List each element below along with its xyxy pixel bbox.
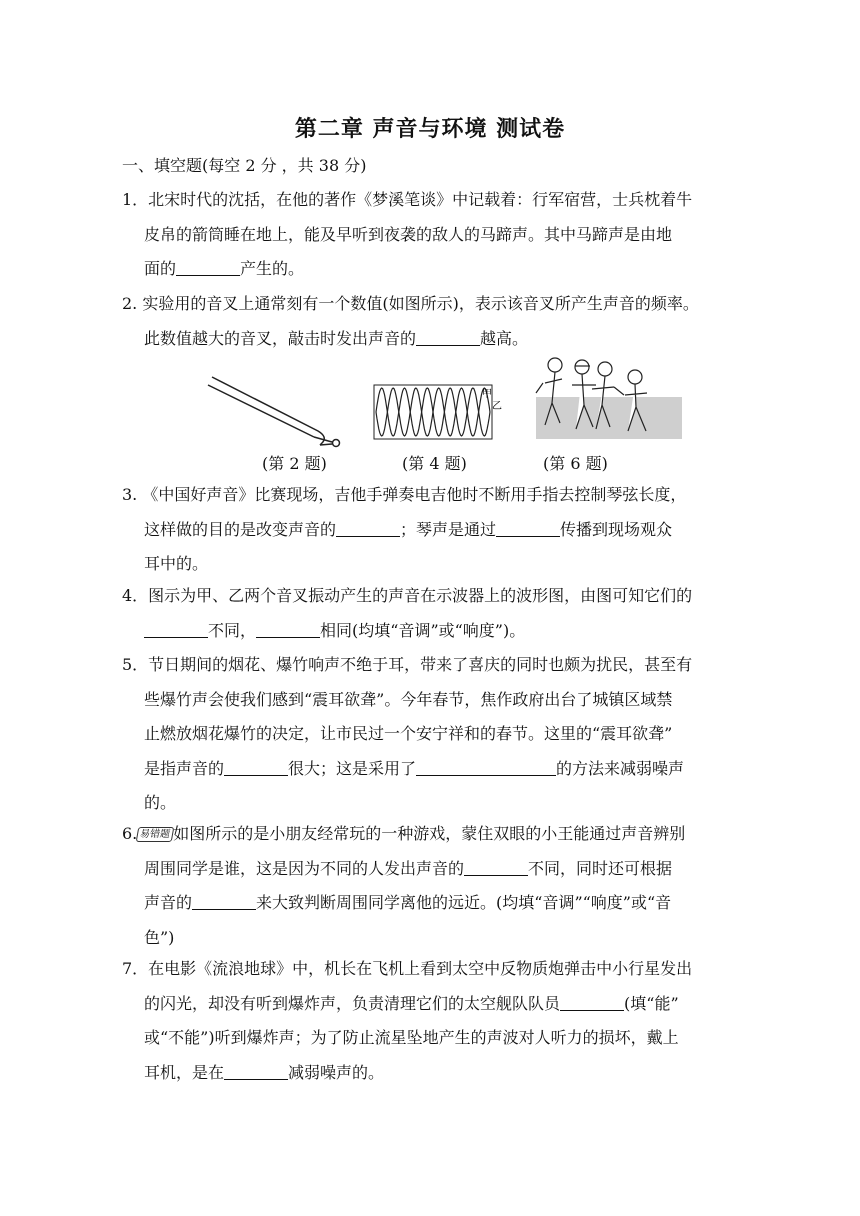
q1-text: 产生的。	[240, 259, 305, 278]
wave-label-jia: 甲	[482, 389, 492, 400]
q5-line-5: 的。	[144, 793, 177, 812]
q6-line-4: 色”)	[144, 927, 175, 947]
q2-line-1: 2. 实验用的音叉上通常刻有一个数值(如图所示)，表示该音叉所产生声音的频率。	[122, 294, 699, 313]
answer-blank[interactable]	[496, 518, 560, 537]
q7-text: (填“能”	[624, 993, 679, 1013]
q1-line-2: 皮帛的箭筒睡在地上，能及早听到夜袭的敌人的马蹄声。其中马蹄声是由地	[144, 224, 673, 244]
q6-text: 不同，同时还可根据	[528, 858, 673, 878]
q6-text: 来大致判断周围同学离他的远近。(均填“音调”“响度”或“音	[256, 893, 672, 912]
q5-text: 很大；这是采用了	[288, 758, 417, 778]
page-title: 第二章 声音与环境 测试卷	[294, 117, 566, 142]
q3-text: 这样做的目的是改变声音的	[144, 519, 337, 539]
q1-text: 面的	[144, 259, 177, 278]
q6-text: 周围同学是谁，这是因为不同的人发出声音的	[144, 858, 465, 878]
section-heading: 一、填空题(每空 2 分 ，共 38 分)	[122, 156, 367, 175]
answer-blank[interactable]	[224, 757, 288, 776]
q4-text: 不同，	[208, 620, 257, 640]
error-prone-badge: 易错题	[136, 827, 175, 842]
answer-blank[interactable]	[336, 518, 400, 537]
q4-line-2	[122, 614, 742, 649]
q3-text: 传播到现场观众	[560, 519, 673, 539]
answer-blank[interactable]	[176, 257, 240, 276]
q6-text: 如图所示的是小朋友经常玩的一种游戏，蒙住双眼的小王能通过声音辨别	[173, 824, 686, 843]
q6-line-3	[122, 886, 742, 921]
figure-caption-4: (第 4 题)	[402, 454, 467, 473]
answer-blank[interactable]	[416, 757, 556, 776]
tuning-fork-figure	[208, 377, 340, 447]
q7-line-2	[122, 987, 742, 1022]
q6-line-1	[122, 817, 742, 852]
q7-line-3: 或“不能”)听到爆炸声；为了防止流星坠地产生的声波对人听力的损坏，戴上	[144, 1028, 679, 1047]
q4-line-1: 4．图示为甲、乙两个音叉振动产生的声音在示波器上的波形图，由图可知它们的	[122, 586, 693, 605]
question-3	[122, 478, 742, 582]
q3-text: ；琴声是通过	[400, 519, 497, 539]
q7-line-4	[122, 1056, 742, 1091]
answer-blank[interactable]	[416, 327, 480, 346]
oscilloscope-waveform-figure	[374, 385, 502, 439]
children-game-figure	[536, 358, 682, 439]
q1-line-3	[122, 252, 742, 287]
q5-line-2: 些爆竹声会使我们感到“震耳欲聋”。今年春节，焦作政府出台了城镇区域禁	[144, 689, 673, 709]
q5-line-1: 5．节日期间的烟花、爆竹响声不绝于耳，带来了喜庆的同时也颇为扰民，甚至有	[122, 655, 693, 674]
q2-text: 越高。	[480, 328, 529, 348]
question-1	[122, 183, 742, 287]
q3-line-2	[122, 513, 742, 548]
answer-blank[interactable]	[192, 891, 256, 910]
q2-text: 此数值越大的音叉，敲击时发出声音的	[144, 328, 417, 348]
q7-text: 的闪光，却没有听到爆炸声，负责清理它们的太空舰队队员	[144, 993, 561, 1013]
q5-line-3: 止燃放烟花爆竹的决定，让市民过一个安宁祥和的春节。这里的“震耳欲聋”	[144, 724, 673, 743]
q4-text: 相同(均填“音调”或“响度”)。	[320, 620, 526, 640]
q3-line-1: 3. 《中国好声音》比赛现场，吉他手弹奏电吉他时不断用手指去控制琴弦长度，	[122, 485, 687, 504]
q3-line-3: 耳中的。	[144, 554, 209, 573]
q7-text: 耳机，是在	[144, 1062, 225, 1082]
question-7	[122, 952, 742, 1090]
q7-text: 减弱噪声的。	[288, 1062, 385, 1082]
q6-line-2	[122, 852, 742, 887]
q7-line-1: 7．在电影《流浪地球》中，机长在飞机上看到太空中反物质炮弹击中小行星发出	[122, 959, 693, 978]
question-6	[122, 817, 742, 955]
q1-line-1: 1．北宋时代的沈括，在他的著作《梦溪笔谈》中记载着：行军宿营，士兵枕着牛	[122, 190, 693, 209]
answer-blank[interactable]	[464, 857, 528, 876]
question-4	[122, 579, 742, 648]
answer-blank[interactable]	[560, 992, 624, 1011]
question-5	[122, 648, 742, 821]
q5-text: 是指声音的	[144, 758, 225, 778]
answer-blank[interactable]	[256, 619, 320, 638]
q5-line-4	[122, 752, 742, 787]
q6-number: 6.	[122, 824, 138, 843]
answer-blank[interactable]	[144, 619, 208, 638]
figure-caption-6: (第 6 题)	[543, 454, 608, 473]
wave-label-yi: 乙	[492, 401, 502, 412]
q6-text: 声音的	[144, 893, 193, 912]
q5-text: 的方法来减弱噪声	[556, 758, 685, 778]
answer-blank[interactable]	[224, 1061, 288, 1080]
figure-caption-2: (第 2 题)	[262, 454, 327, 473]
